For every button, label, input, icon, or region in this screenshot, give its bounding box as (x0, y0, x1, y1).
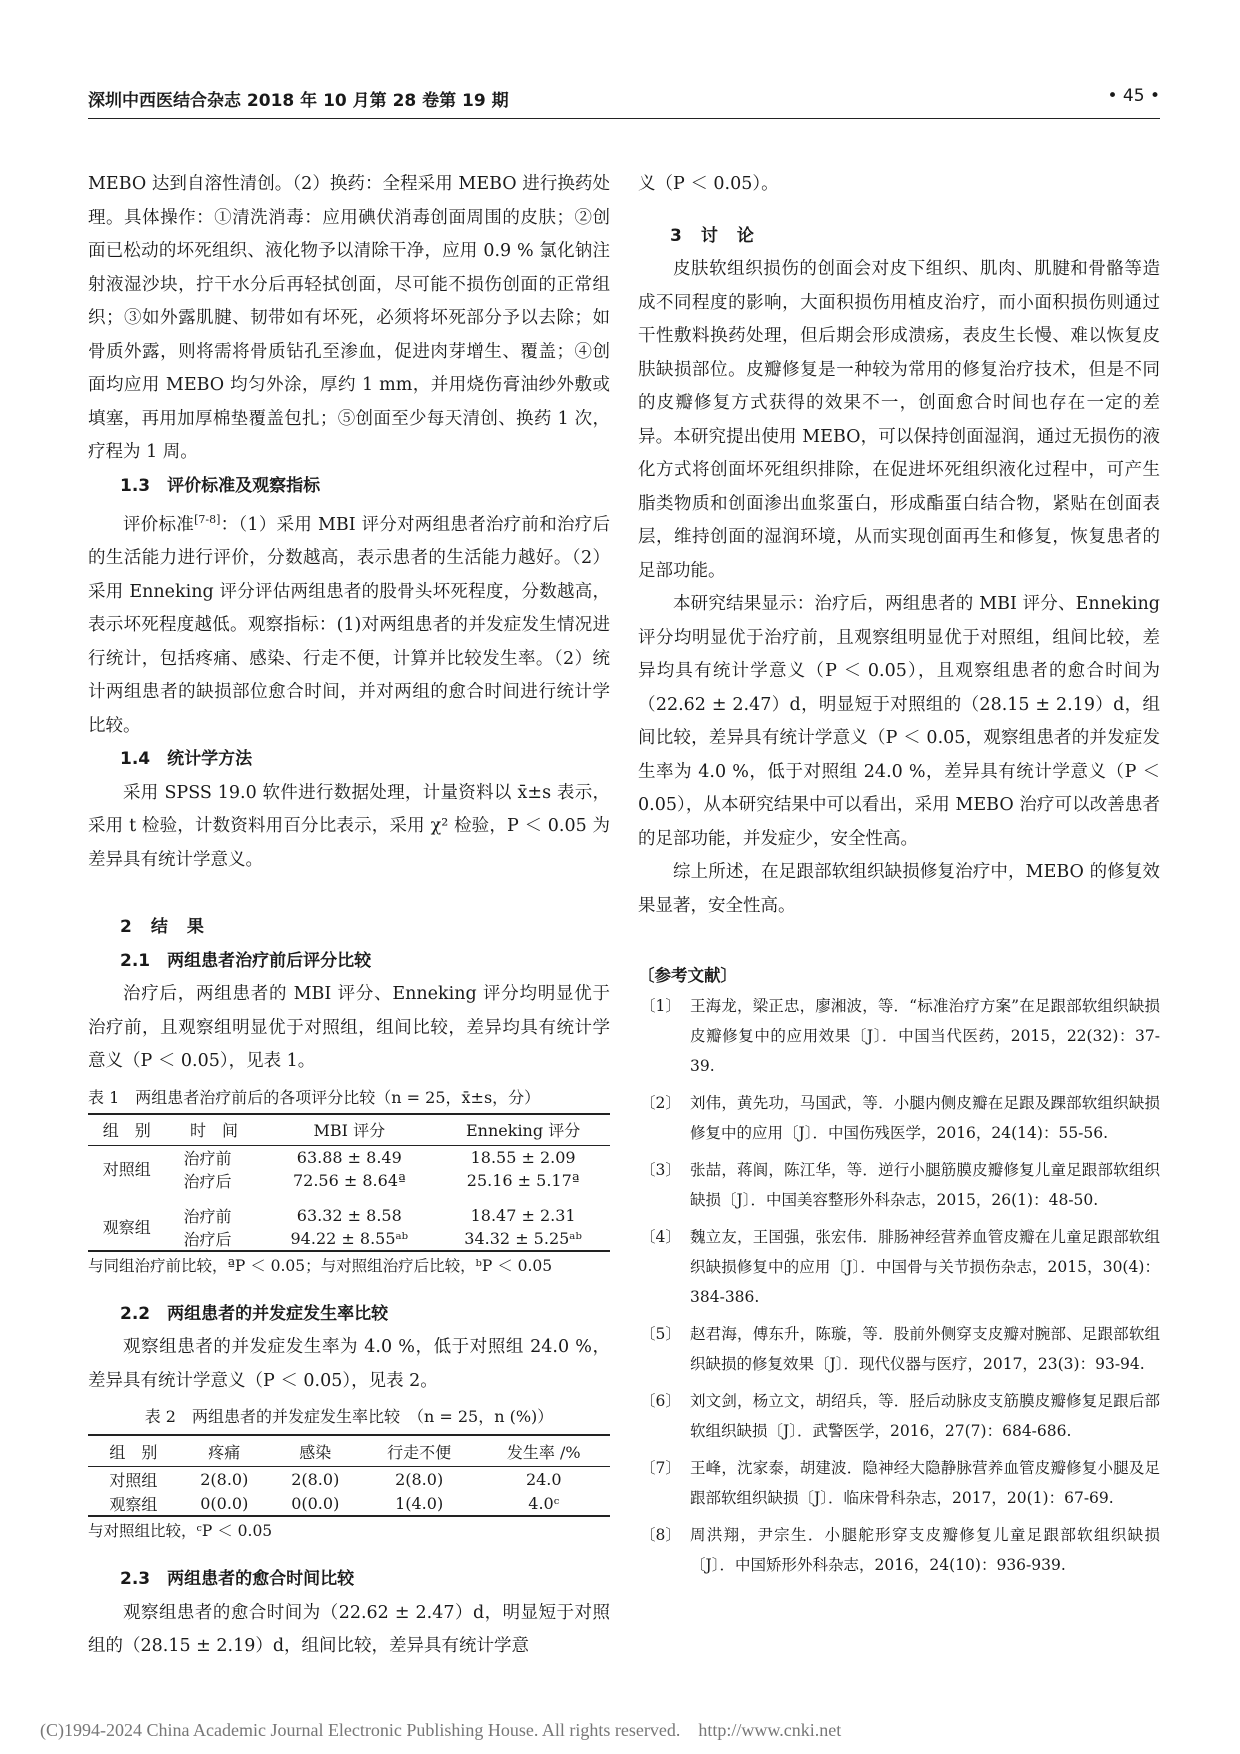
group-cell: 观察组 (102, 1218, 151, 1238)
reference-item (638, 1319, 1160, 1379)
table-cell: 63.32 ± 8.58 (296, 1205, 402, 1225)
right-column (638, 168, 1160, 1587)
reference-text: 赵君海，傅东升，陈璇，等．股前外侧穿支皮瓣对腕部、足跟部软组织缺损的修复效果〔J〕．现代仪器与医疗，2017，23(3)：93-94. (690, 1325, 1160, 1373)
table-cell: 72.56 ± 8.64ª (292, 1170, 406, 1190)
table-header-row (88, 1114, 610, 1146)
criteria-lead: 评价标准 (123, 514, 195, 535)
table-cell: 观察组 (109, 1494, 158, 1514)
running-header (88, 86, 1160, 114)
reference-list (638, 991, 1160, 1580)
table-cell: 34.32 ± 5.25ᵃᵇ (464, 1228, 582, 1248)
reference-text: 王海龙，梁正忠，廖湘波，等．“标准治疗方案”在足跟部软组织缺损皮瓣修复中的应用效果〔J〕．中国当代医药，2015，22(32)：37-39. (690, 997, 1160, 1075)
table-cell: 0(0.0) (291, 1493, 340, 1513)
reference-text: 刘伟，黄先功，马国武，等．小腿内侧皮瓣在足跟及踝部软组织缺损修复中的应用〔J〕．中国伤残医学，2016，24(14)：55-56. (690, 1094, 1160, 1142)
section-2-1-heading: 2.1 两组患者治疗前后评分比较 (120, 950, 372, 971)
paragraph-criteria (88, 503, 610, 743)
table-spacer-row (88, 1192, 610, 1204)
table-cell: 1(4.0) (395, 1493, 444, 1513)
paragraph-statistics: 采用 SPSS 19.0 软件进行数据处理，计量资料以 x̄±s 表示，采用 t 检验，计数资料用百分比表示，采用 χ² 检验，P ＜ 0.05 为差异具有统计学意义。 (88, 782, 610, 870)
table-header-cell: 组 别 (88, 1435, 179, 1467)
table-cell: 2(8.0) (291, 1469, 340, 1489)
table-header-cell: 行走不便 (361, 1435, 478, 1467)
paragraph-healing-time: 观察组患者的愈合时间为（22.62 ± 2.47）d，明显短于对照组的（28.15 ± 2.19）d，组间比较，差异具有统计学意 (88, 1602, 610, 1657)
reference-number: 〔1〕 (640, 997, 681, 1015)
table-header-cell: Enneking 评分 (436, 1114, 610, 1146)
table-cell: 25.16 ± 5.17ª (466, 1170, 580, 1190)
reference-item (638, 1088, 1160, 1148)
reference-item (638, 1155, 1160, 1215)
table-header-cell: MBI 评分 (262, 1114, 436, 1146)
table-row (88, 1204, 610, 1227)
spacer (638, 202, 1160, 220)
reference-number: 〔7〕 (640, 1459, 681, 1477)
left-column (88, 168, 610, 1664)
citation-7-8: [7-8] (194, 513, 221, 526)
paragraph-complications: 观察组患者的并发症发生率为 4.0 %，低于对照组 24.0 %，差异具有统计学意义（P ＜ 0.05），见表 2。 (88, 1337, 610, 1391)
spacer (88, 1280, 610, 1298)
table-cell: 2(8.0) (200, 1469, 249, 1489)
section-2-3-heading: 2.3 两组患者的愈合时间比较 (120, 1569, 355, 1590)
spacer (88, 1545, 610, 1563)
table-header-cell: 疼痛 (179, 1435, 270, 1467)
table-cell: 4.0ᶜ (528, 1493, 560, 1513)
page-number: • 45 • (1107, 86, 1160, 106)
table-row (88, 1467, 610, 1492)
reference-item (638, 991, 1160, 1081)
reference-text: 刘文剑，杨立文，胡绍兵，等．胫后动脉皮支筋膜皮瓣修复足跟后部软组织缺损〔J〕．武警医学，2016，27(7)：684-686. (690, 1392, 1160, 1440)
section-2-heading: 2 结 果 (120, 917, 205, 938)
table-row (88, 1169, 610, 1192)
paragraph-results-scores: 治疗后，两组患者的 MBI 评分、Enneking 评分均明显优于治疗前，且观察组明显优于对照组，组间比较，差异均具有统计学意义（P ＜ 0.05），见表 1。 (88, 984, 610, 1072)
table-header-cell: 发生率 /% (478, 1435, 610, 1467)
reference-number: 〔8〕 (640, 1526, 681, 1544)
section-2-2-heading: 2.2 两组患者的并发症发生率比较 (120, 1303, 389, 1324)
paragraph-procedure: MEBO 达到自溶性清创。（2）换药：全程采用 MEBO 进行换药处理。具体操作：①清洗消毒：应用碘伏消毒创面周围的皮肤；②创面已松动的坏死组织、液化物予以清除干净，应用 0.9 % 氯化钠注射液湿沙块，拧干水分后再轻拭创面，尽可能不损伤创面的正常组织；③如外露肌腱、韧带如有坏死，必须将坏死部分予以去除；如骨质外露，则将需将骨质钻孔至渗血，促进肉芽增生、覆盖；④创面均应用 MEBO 均匀外涂，厚约 1 mm，并用烧伤膏油纱外敷或填塞，再用加厚棉垫覆盖包扎；⑤创面至少每天清创、换药 1 次，疗程为 1 周。 (88, 174, 610, 462)
paragraph-conclusion: 综上所述，在足跟部软组织缺损修复治疗中，MEBO 的修复效果显著，安全性高。 (638, 862, 1160, 916)
table-cell: 94.22 ± 8.55ᵃᵇ (290, 1228, 409, 1248)
header-rule (88, 118, 1160, 119)
table-cell: 63.88 ± 8.49 (296, 1147, 402, 1167)
table-1-note: 与同组治疗前比较，ªP ＜ 0.05；与对照组治疗后比较，ᵇP ＜ 0.05 (88, 1256, 553, 1275)
group-cell: 对照组 (102, 1160, 151, 1180)
reference-number: 〔5〕 (640, 1325, 681, 1343)
reference-text: 王峰，沈家泰，胡建波．隐神经大隐静脉营养血管皮瓣修复小腿及足跟部软组织缺损〔J〕．临床骨科杂志，2017，20(1)：67-69. (690, 1459, 1160, 1507)
table-2-caption: 表 2 两组患者的并发症发生率比较 （n = 25，n (%)） (144, 1407, 554, 1427)
table-cell: 治疗后 (183, 1171, 232, 1191)
table-header-cell: 组 别 (88, 1114, 166, 1146)
reference-item (638, 1520, 1160, 1580)
paragraph-discussion-1: 皮肤软组织损伤的创面会对皮下组织、肌肉、肌腱和骨骼等造成不同程度的影响，大面积损伤用植皮治疗，而小面积损伤则通过干性敷料换药处理，但后期会形成溃疡，表皮生长慢、难以恢复皮肤缺损部位。皮瓣修复是一种较为常用的修复治疗技术，但是不同的皮瓣修复方式获得的效果不一，创面愈合时间也存在一定的差异。本研究提出使用 MEBO，可以保持创面湿润，通过无损伤的液化方式将创面坏死组织排除，在促进坏死组织液化过程中，可产生脂类物质和创面渗出血浆蛋白，形成酯蛋白结合物，紧贴在创面表层，维持创面的湿润环境，从而实现创面再生和修复，恢复患者的足部功能。 (638, 259, 1160, 581)
table-header-cell: 感染 (270, 1435, 361, 1467)
table-cell: 治疗前 (183, 1148, 232, 1168)
paragraph-continued: 义（P ＜ 0.05）。 (638, 174, 779, 194)
table-row (88, 1227, 610, 1251)
table-cell: 2(8.0) (395, 1469, 444, 1489)
table-header-row (88, 1435, 610, 1467)
references-heading: 〔参考文献〕 (638, 966, 737, 985)
table-header-cell: 时 间 (166, 1114, 263, 1146)
reference-number: 〔4〕 (640, 1228, 681, 1246)
criteria-body: ：（1）采用 MBI 评分对两组患者治疗前和治疗后的生活能力进行评价，分数越高，表示患者的生活能力越好。（2）采用 Enneking 评分评估两组患者的股骨头坏死程度，分数越高，表示坏死程度越低。观察指标：(1)对两组患者的并发症发生情况进行统计，包括疼痛、感染、行走不便，计算并比较发生率。（2）统计两组患者的缺损部位愈合时间，并对两组的愈合时间进行统计学比较。 (88, 514, 610, 736)
reference-item (638, 1222, 1160, 1312)
paragraph-discussion-2: 本研究结果显示：治疗后，两组患者的 MBI 评分、Enneking 评分均明显优于治疗前，且观察组明显优于对照组，组间比较，差异均具有统计学意义（P ＜ 0.05），且观察组患者的愈合时间为（22.62 ± 2.47）d，明显短于对照组的（28.15 ± 2.19）d，组间比较，差异具有统计学意义（P ＜ 0.05，观察组患者的并发症发生率为 4.0 %，低于对照组 24.0 %，差异具有统计学意义（P ＜ 0.05），从本研究结果中可以看出，采用 MEBO 治疗可以改善患者的足部功能，并发症少，安全性高。 (638, 594, 1160, 849)
table-cell: 0(0.0) (200, 1493, 249, 1513)
table-cell: 18.55 ± 2.09 (470, 1147, 576, 1167)
reference-item (638, 1453, 1160, 1513)
spacer (638, 923, 1160, 957)
reference-text: 张喆，蒋阆，陈江华，等．逆行小腿筋膜皮瓣修复儿童足跟部软组织缺损〔J〕．中国美容整形外科杂志，2015，26(1)：48-50. (690, 1161, 1160, 1209)
table-row (88, 1491, 610, 1516)
section-3-heading: 3 讨 论 (670, 225, 755, 246)
table-2-note: 与对照组比较，ᶜP ＜ 0.05 (88, 1522, 273, 1541)
reference-number: 〔6〕 (640, 1392, 681, 1410)
section-1-4-heading: 1.4 统计学方法 (120, 749, 253, 770)
table-cell: 治疗后 (183, 1229, 232, 1249)
reference-text: 魏立友，王国强，张宏伟．腓肠神经营养血管皮瓣在儿童足跟部软组织缺损修复中的应用〔J〕．中国骨与关节损伤杂志，2015，30(4)：384-386. (690, 1228, 1160, 1306)
spacer (88, 877, 610, 911)
section-1-3-heading: 1.3 评价标准及观察指标 (120, 475, 321, 496)
reference-text: 周洪翔，尹宗生．小腿舵形穿支皮瓣修复儿童足跟部软组织缺损〔J〕．中国矫形外科杂志，2016，24(10)：936-939. (690, 1526, 1160, 1574)
table-1-caption: 表 1 两组患者治疗前后的各项评分比较（n = 25，x̄±s，分） (88, 1087, 541, 1107)
table-row (88, 1145, 610, 1169)
table-cell: 治疗前 (183, 1206, 232, 1226)
table-1 (88, 1113, 610, 1252)
reference-number: 〔3〕 (640, 1161, 681, 1179)
reference-number: 〔2〕 (640, 1094, 681, 1112)
reference-item (638, 1386, 1160, 1446)
table-2 (88, 1434, 610, 1517)
journal-title: 深圳中西医结合杂志 2018 年 10 月第 28 卷第 19 期 (88, 91, 509, 111)
table-cell: 24.0 (525, 1469, 562, 1489)
copyright-footer: (C)1994-2024 China Academic Journal Electronic Publishing House. All rights reserved. http://www.cnki.net (40, 1720, 842, 1740)
table-cell: 对照组 (109, 1470, 158, 1490)
table-cell: 18.47 ± 2.31 (470, 1205, 576, 1225)
